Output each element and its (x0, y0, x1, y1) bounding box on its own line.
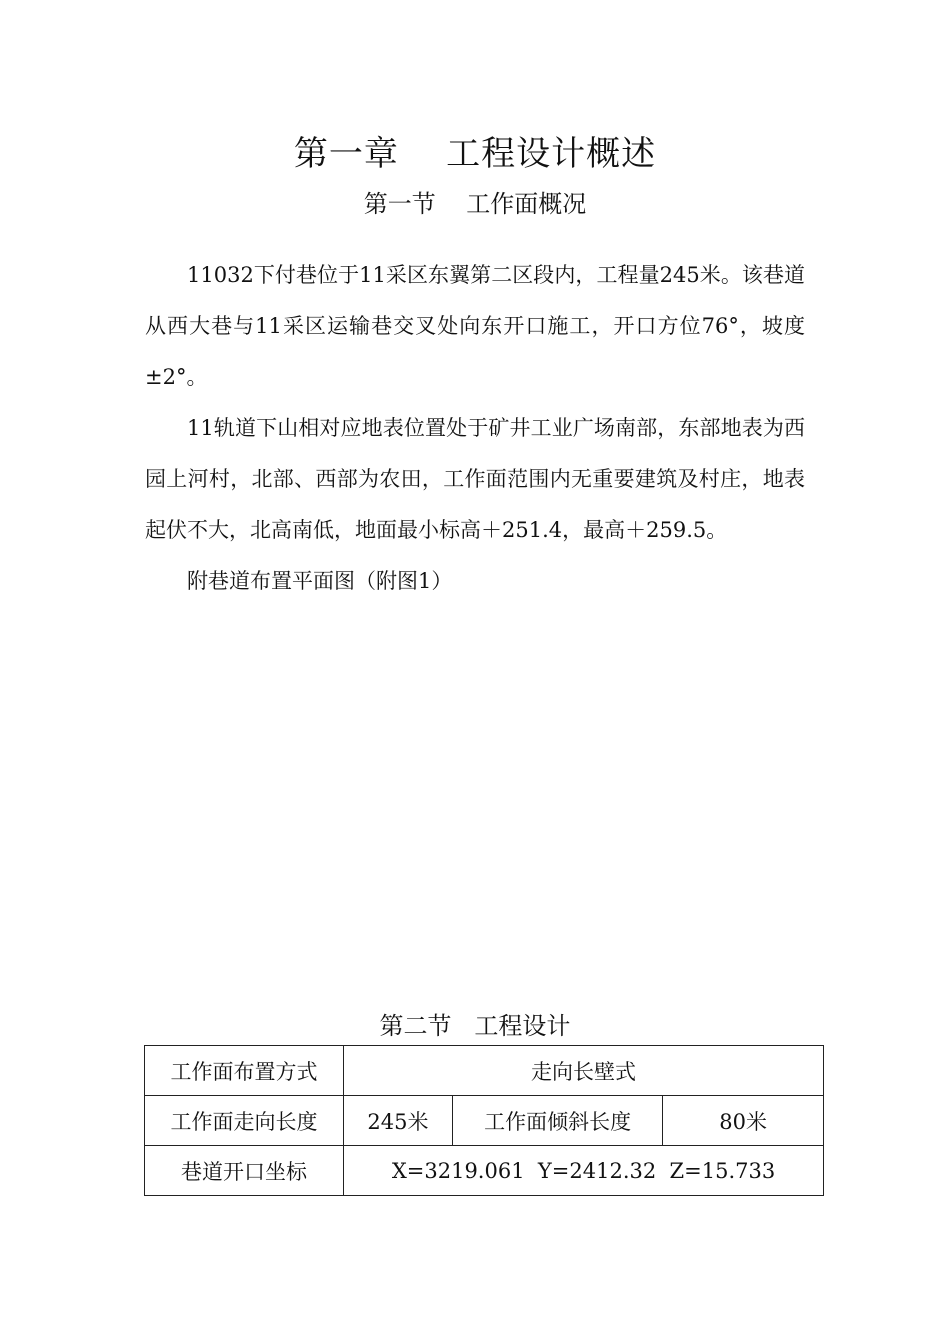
table-row (145, 1146, 824, 1196)
table-cell-value: X=3219.061 Y=2412.32 Z=15.733 (344, 1146, 824, 1196)
table-cell-label: 工作面倾斜长度 (452, 1096, 662, 1146)
table-cell-label: 巷道开口坐标 (145, 1146, 344, 1196)
paragraph-2: 11轨道下山相对应地表位置处于矿井工业广场南部，东部地表为西园上河村，北部、西部为农田，工作面范围内无重要建筑及村庄，地表起伏不大，北高南低，地面最小标高＋251.4，最高＋259.5。 (145, 416, 805, 542)
paragraph-3: 附巷道布置平面图（附图1） (187, 569, 453, 593)
section-1-body (145, 250, 805, 607)
table-cell-value: 80米 (663, 1096, 824, 1146)
section-title-2: 第二节 工程设计 (379, 1012, 571, 1040)
section-title-1: 第一节 工作面概况 (363, 190, 587, 218)
table-row (145, 1096, 824, 1146)
paragraph-1: 11032下付巷位于11采区东翼第二区段内，工程量245米。该巷道从西大巷与11采区运输巷交叉处向东开口施工，开口方位76°，坡度±2°。 (145, 263, 805, 389)
table-cell-value: 走向长壁式 (344, 1046, 824, 1096)
chapter-title: 第一章 工程设计概述 (293, 134, 657, 174)
table-cell-value: 245米 (344, 1096, 453, 1146)
table-cell-label: 工作面走向长度 (145, 1096, 344, 1146)
table-cell-label: 工作面布置方式 (145, 1046, 344, 1096)
table-row (145, 1046, 824, 1096)
design-table (144, 1045, 824, 1196)
